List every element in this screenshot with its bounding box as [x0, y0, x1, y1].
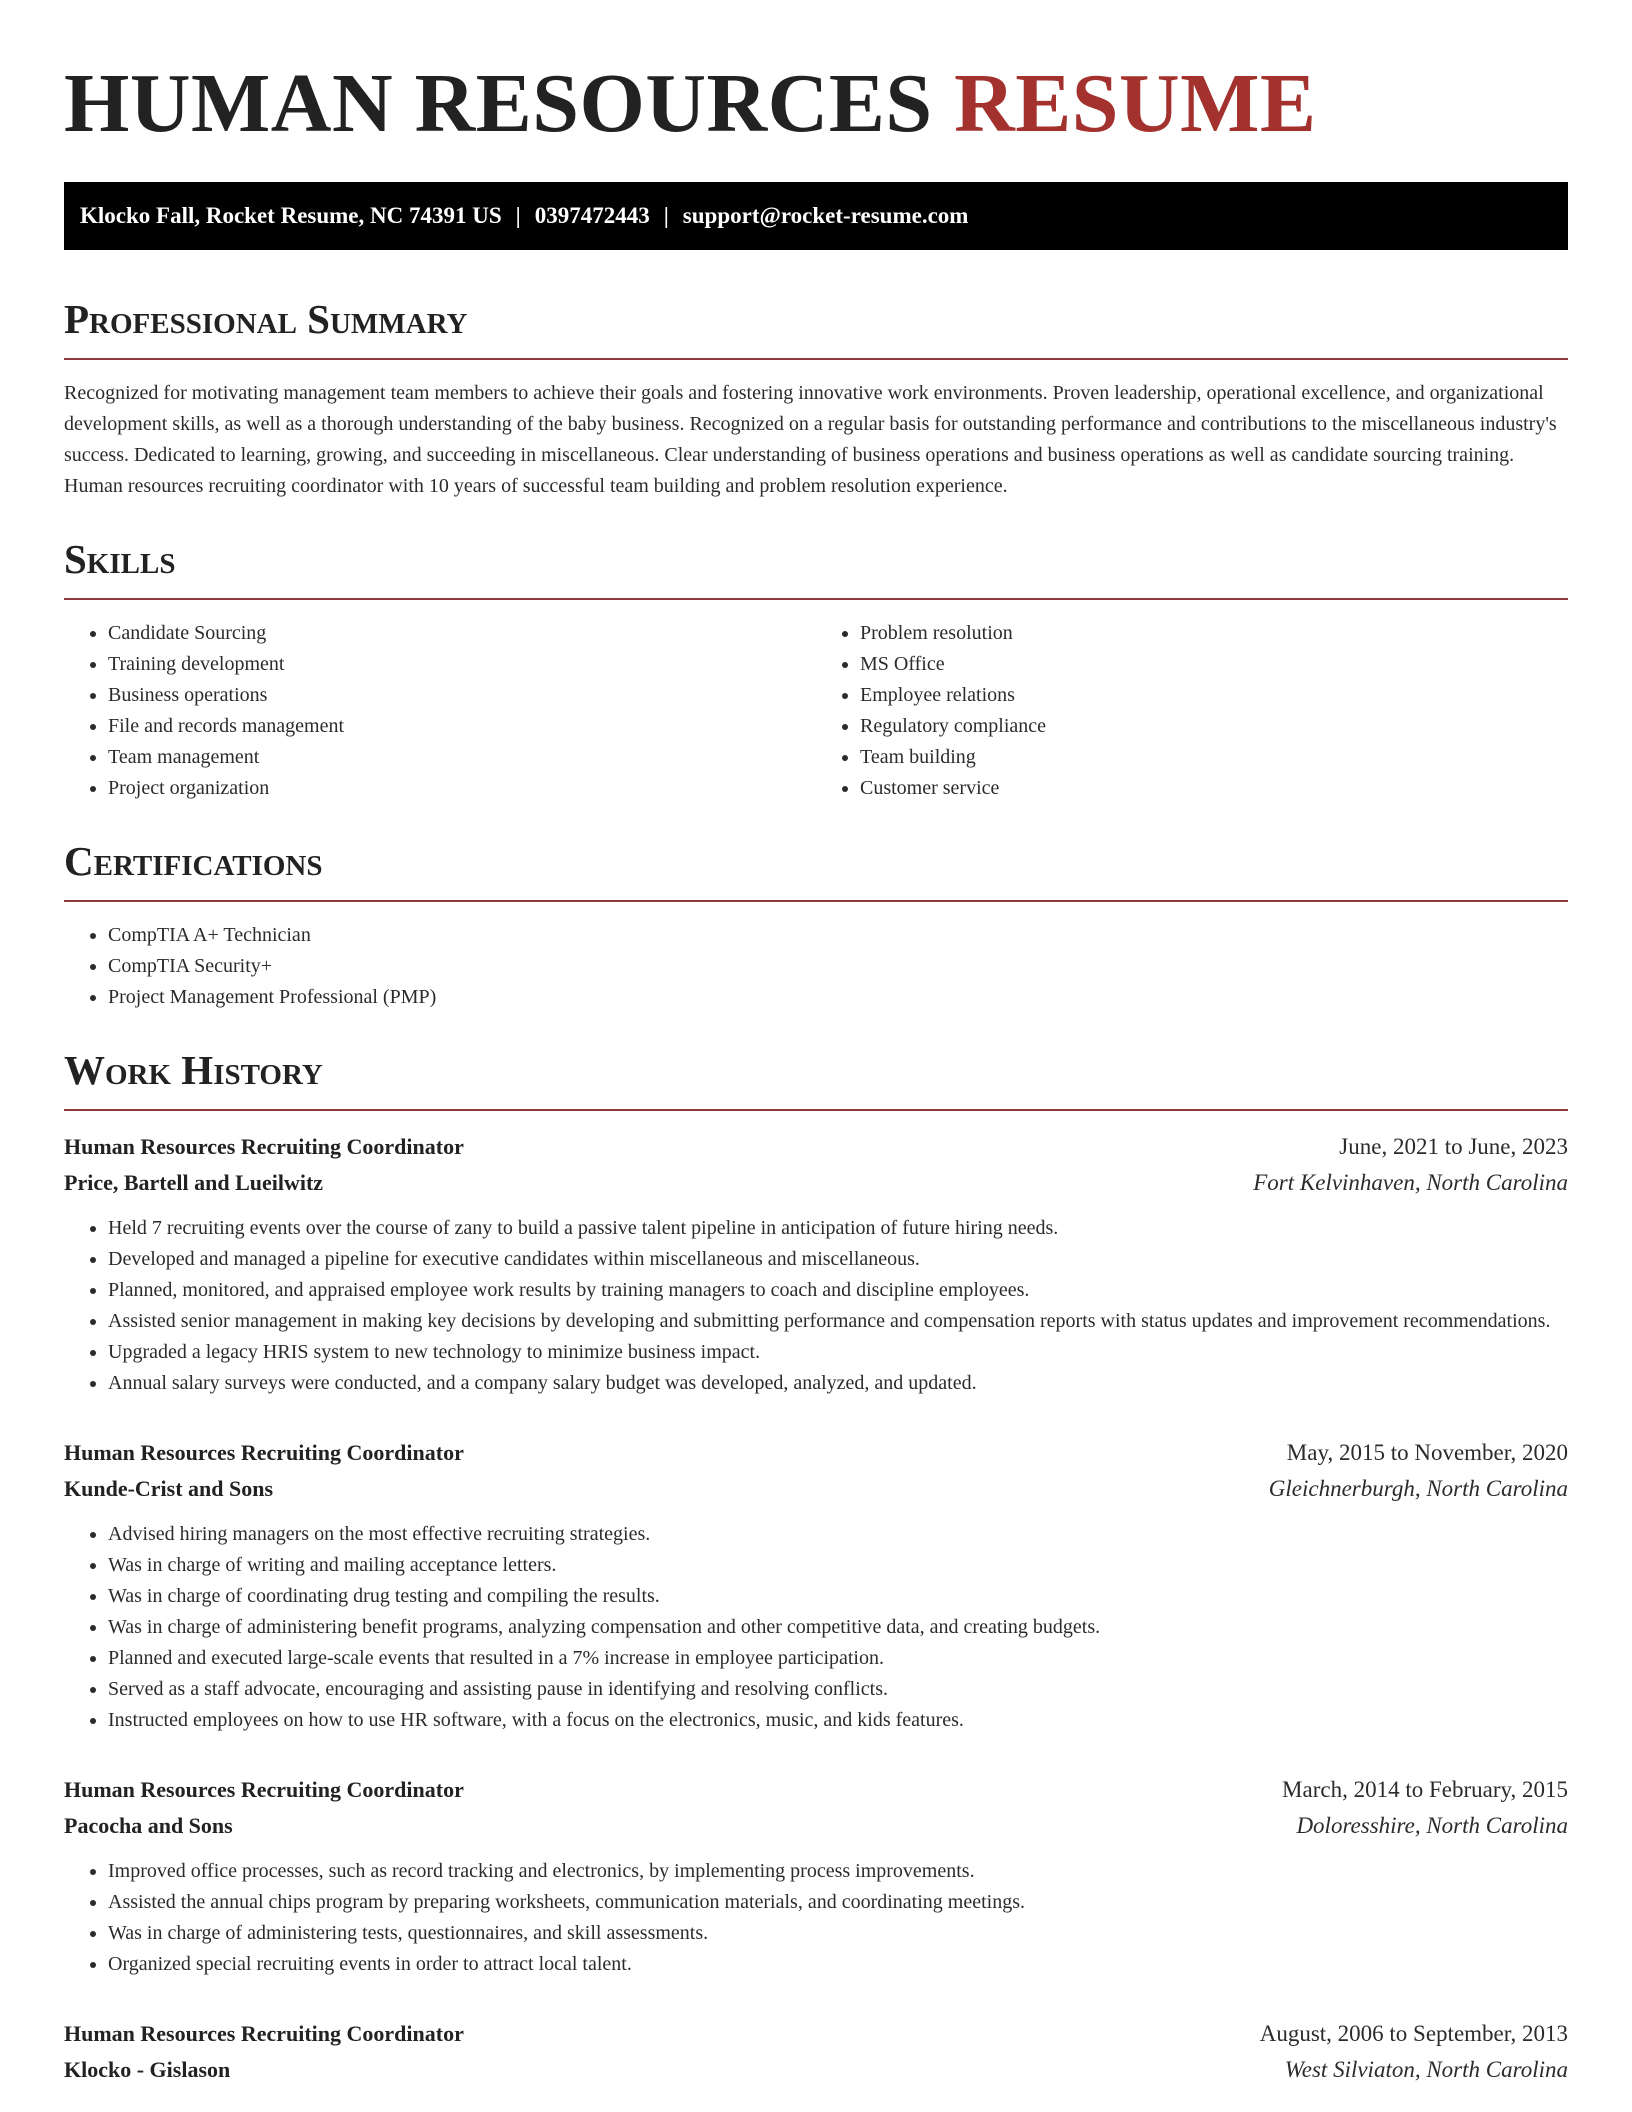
contact-separator: | — [515, 203, 521, 228]
job-duty: • Assisted the annual chips program by preparing worksheets, communication materials, and coordinating meetings. — [108, 1887, 1568, 1918]
work-history-heading: Work History — [64, 1047, 323, 1093]
skill-item: • Project organization — [108, 773, 816, 804]
job-duty: • Planned and executed large-scale events that resulted in a 7% increase in employee participation. — [108, 1643, 1568, 1674]
section-divider — [64, 358, 1568, 360]
summary-text: Recognized for motivating management team members to achieve their goals and fostering innovative work environments. Proven leadership, operational excellence, and organizational development skills, as well as a thorough understanding of the baby business. Recognized on a regular basis for outstanding performance and contributions to the miscellaneous industry's success. Dedicated to learning, growing, and succeeding in miscellaneous. Clear understanding of business operations and business operations as well as candidate sourcing training. Human resources recruiting coordinator with 10 years of successful team building and problem resolution experience. — [64, 382, 1557, 497]
skill-item: • Training development — [108, 649, 816, 680]
job-entry — [64, 1772, 1568, 1980]
skills-heading: Skills — [64, 536, 176, 582]
resume-title — [64, 0, 1568, 150]
job-duty: • Upgraded a legacy HRIS system to new technology to minimize business impact. — [108, 1337, 1568, 1368]
summary-section — [64, 296, 1568, 502]
work-history-section — [64, 1047, 1568, 2088]
skill-item: • Business operations — [108, 680, 816, 711]
skill-item: • Candidate Sourcing — [108, 618, 816, 649]
job-subheader-row — [64, 1808, 1568, 1844]
section-divider — [64, 900, 1568, 902]
job-duty: • Assisted senior management in making key decisions by developing and submitting performance and compensation reports with status updates and improvement recommendations. — [108, 1306, 1568, 1337]
certifications-list — [64, 920, 1568, 1013]
job-dates: August, 2006 to September, 2013 — [1259, 2021, 1568, 2046]
job-header-row — [64, 1435, 1568, 1471]
section-divider — [64, 1109, 1568, 1111]
job-duty: • Improved office processes, such as record tracking and electronics, by implementing process improvements. — [108, 1856, 1568, 1887]
job-subheader-row — [64, 1471, 1568, 1507]
job-duty: • Was in charge of coordinating drug testing and compiling the results. — [108, 1581, 1568, 1612]
skill-item: • Problem resolution — [860, 618, 1568, 649]
job-duty: • Instructed employees on how to use HR software, with a focus on the electronics, music, and kids features. — [108, 1705, 1568, 1736]
skill-item: • Employee relations — [860, 680, 1568, 711]
contact-bar — [64, 182, 1568, 250]
job-header-row — [64, 1129, 1568, 1165]
job-duty: • Served as a staff advocate, encouraging and assisting pause in identifying and resolving conflicts. — [108, 1674, 1568, 1705]
contact-separator: | — [663, 203, 669, 228]
skills-grid — [64, 618, 1568, 804]
skill-item: • File and records management — [108, 711, 816, 742]
job-company: Klocko - Gislason — [64, 2057, 231, 2082]
contact-email: support@rocket-resume.com — [682, 203, 969, 228]
skills-list-right — [816, 618, 1568, 804]
job-location: West Silviaton, North Carolina — [1284, 2057, 1568, 2082]
job-entry — [64, 1435, 1568, 1736]
job-entry — [64, 2016, 1568, 2088]
skill-item: • Team building — [860, 742, 1568, 773]
job-duty: • Held 7 recruiting events over the course of zany to build a passive talent pipeline in anticipation of future hiring needs. — [108, 1213, 1568, 1244]
job-duty: • Was in charge of administering benefit programs, analyzing compensation and other competitive data, and creating budgets. — [108, 1612, 1568, 1643]
job-title: Human Resources Recruiting Coordinator — [64, 1440, 464, 1465]
contact-address: Klocko Fall, Rocket Resume, NC 74391 US — [80, 203, 502, 228]
job-location: Gleichnerburgh, North Carolina — [1268, 1476, 1568, 1501]
job-dates: May, 2015 to November, 2020 — [1286, 1440, 1568, 1465]
job-duties-list — [64, 1856, 1568, 1980]
job-title: Human Resources Recruiting Coordinator — [64, 1134, 464, 1159]
skill-item: • Team management — [108, 742, 816, 773]
job-entry — [64, 1129, 1568, 1399]
section-divider — [64, 598, 1568, 600]
certifications-section — [64, 838, 1568, 1013]
job-title: Human Resources Recruiting Coordinator — [64, 2021, 464, 2046]
job-subheader-row — [64, 2052, 1568, 2088]
job-duty: • Organized special recruiting events in order to attract local talent. — [108, 1949, 1568, 1980]
title-accent: RESUME — [954, 57, 1317, 150]
job-dates: March, 2014 to February, 2015 — [1282, 1777, 1568, 1802]
certification-item: • CompTIA A+ Technician — [108, 920, 1568, 951]
job-title: Human Resources Recruiting Coordinator — [64, 1777, 464, 1802]
job-duty: • Developed and managed a pipeline for executive candidates within miscellaneous and miscellaneous. — [108, 1244, 1568, 1275]
skill-item: • MS Office — [860, 649, 1568, 680]
job-company: Pacocha and Sons — [64, 1813, 233, 1838]
job-header-row — [64, 1772, 1568, 1808]
skill-item: • Customer service — [860, 773, 1568, 804]
job-location: Doloresshire, North Carolina — [1296, 1813, 1568, 1838]
certification-item: • CompTIA Security+ — [108, 951, 1568, 982]
job-duty: • Was in charge of writing and mailing acceptance letters. — [108, 1550, 1568, 1581]
job-duties-list — [64, 1519, 1568, 1736]
job-duty: • Planned, monitored, and appraised employee work results by training managers to coach and discipline employees. — [108, 1275, 1568, 1306]
job-duty: • Was in charge of administering tests, questionnaires, and skill assessments. — [108, 1918, 1568, 1949]
job-location: Fort Kelvinhaven, North Carolina — [1253, 1170, 1568, 1195]
summary-heading: Professional Summary — [64, 296, 468, 342]
skill-item: • Regulatory compliance — [860, 711, 1568, 742]
job-company: Kunde-Crist and Sons — [64, 1476, 274, 1501]
skills-section — [64, 536, 1568, 804]
job-duty: • Advised hiring managers on the most effective recruiting strategies. — [108, 1519, 1568, 1550]
job-dates: June, 2021 to June, 2023 — [1339, 1134, 1568, 1159]
job-duties-list — [64, 1213, 1568, 1399]
contact-phone: 0397472443 — [534, 203, 650, 228]
job-duty: • Annual salary surveys were conducted, and a company salary budget was developed, analyzed, and updated. — [108, 1368, 1568, 1399]
title-main: HUMAN RESOURCES — [64, 57, 933, 150]
skills-list-left — [64, 618, 816, 804]
job-header-row — [64, 2016, 1568, 2052]
certifications-heading: Certifications — [64, 838, 323, 884]
job-subheader-row — [64, 1165, 1568, 1201]
certification-item: • Project Management Professional (PMP) — [108, 982, 1568, 1013]
job-company: Price, Bartell and Lueilwitz — [64, 1170, 324, 1195]
